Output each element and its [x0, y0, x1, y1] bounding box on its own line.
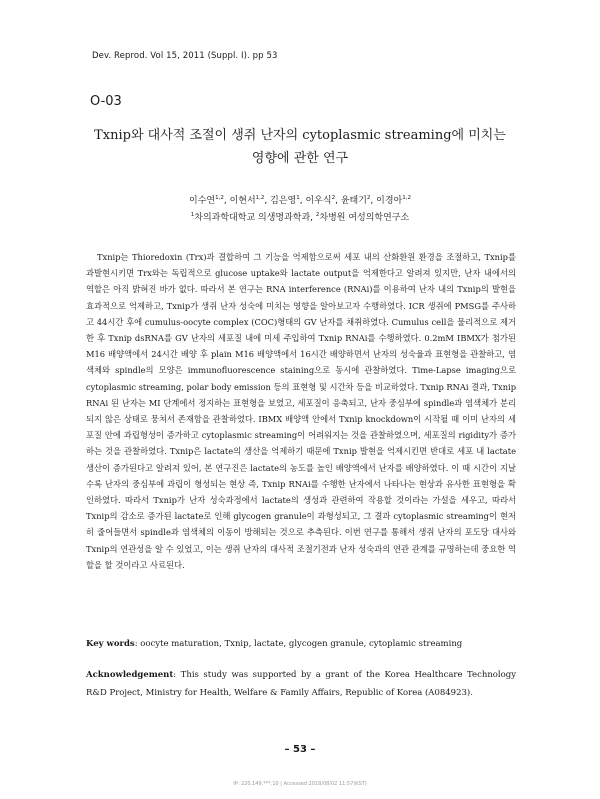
paper-title: [80, 124, 520, 170]
author-affiliation-marker: 1,2: [255, 195, 265, 201]
author-block: [80, 191, 520, 225]
title-line-1: Txnip와 대사적 조절이 생쥐 난자의 cytoplasmic streaming에 미치는: [94, 128, 506, 143]
author-list: 이수연$^{1,2}$, 이현서$^{1,2}$, 김은영$^1$, 이우식$^2$, 윤태기$^2$, 이경아$^{1,2}$: [189, 195, 411, 206]
download-footer: IP: 220.149.***.10 | Accessed 2018/08/02 11:57(KST): [233, 781, 367, 787]
affiliation-number: 1: [190, 212, 195, 218]
affiliation-number: 2: [315, 212, 320, 218]
author-name: 윤태기: [340, 196, 367, 206]
acknowledgement-text: : This study was supported by a grant of the Korea Healthcare Technology R&D Project, Ministry for Health, Welfare & Family Affairs, Republic of Korea (A084923).: [86, 670, 516, 698]
abstract-paragraph: Txnip는 Thioredoxin (Trx)과 결합하여 그 기능을 억제함으로써 세포 내의 산화환원 환경을 조절하고, Txnip를 과발현시키면 Trx와는 독립적으로 glucose uptake와 lactate output을 억제한다고 알려져 있지만, 난자 내에서의 역할은 아직 밝혀진 바가 없다. 따라서 본 연구는 RNA interference (RNAi)를 이용하여 난자 내의 Txnip의 발현을 효과적으로 억제하고, Txnip가 생쥐 난자 성숙에 미치는 영향을 알아보고자 수행하였다. ICR 생쥐에 PMSG를 주사하고 44시간 후에 cumulus-oocyte complex (COC)형태의 GV 난자를 채취하였다. Cumulus cell을 물리적으로 제거한 후 Txnip dsRNA를 GV 난자의 세포질 내에 미세 주입하여 Txnip RNAi를 수행하였다. 0.2mM IBMX가 첨가된 M16 배양액에서 24시간 배양 후 plain M16 배양액에서 16시간 배양하면서 난자의 성숙율과 표현형을 관찰하고, 염색체와 spindle의 모양은 immunofluorescence staining으로 동시에 관찰하였다. Time-Lapse imaging으로 cytoplasmic streaming, polar body emission 등의 표현형 및 시간차 등을 비교하였다. Txnip RNAi 결과, Txnip RNAi 된 난자는 MI 단계에서 정지하는 표현형을 보였고, 세포질이 응축되고, 난자 중심부에 spindle과 염색체가 분리되지 않은 상태로 뭉쳐서 존재함을 관찰하였다. IBMX 배양액 안에서 Txnip knockdown이 시작될 때 이미 난자의 세포질 안에 과립형성이 증가하고 cytoplasmic streaming이 어려워지는 것을 관찰하였으며, 세포질의 rigidity가 증가하는 것을 관찰하였다. Txnip은 lactate의 생산을 억제하기 때문에 Txnip 발현을 억제시킨면 반대로 세포 내 lactate 생산이 증가된다고 알려져 있어, 본 연구진은 lactate의 농도를 높인 배양액에서 난자를 배양하였다. 이 때 시간이 지날수록 난자의 중심부에 과립이 형성되는 현상 즉, Txnip RNAi를 수행한 난자에서 나타나는 현상과 유사한 표현형을 확인하였다. 따라서 Txnip가 난자 성숙과정에서 lactate의 생성과 관련하여 작용할 것이라는 가설을 세우고, 따라서 Txnip의 감소로 증가된 lactate로 인해 glycogen granule이 과형성되고, 그 결과 cytoplasmic streaming이 현저히 줄어들면서 spindle과 염색체의 이동이 방해되는 것으로 추측된다. 이번 연구를 통해서 생쥐 난자의 포도당 대사와 Txnip의 연관성을 알 수 있었고, 이는 생쥐 난자의 대사적 조절기전과 난자 성숙과의 연관 관계를 규명하는데 중요한 역할을 할 것이라고 사료된다.: [86, 252, 517, 570]
author-name: 이경아: [376, 196, 403, 206]
author-affiliation-marker: 2: [331, 195, 336, 201]
author-name: 이우식: [305, 196, 332, 206]
author-name: 김은영: [270, 196, 297, 206]
acknowledgement-label: Acknowledgement: [86, 670, 174, 680]
title-line-2: 영향에 관한 연구: [251, 151, 349, 166]
keywords-line: [86, 636, 516, 652]
author-name: 이수연: [189, 196, 216, 206]
author-affiliation-marker: 2: [366, 195, 371, 201]
affiliation-text: 차병원 여성의학연구소: [319, 213, 410, 223]
author-affiliation-marker: 1,2: [402, 195, 411, 201]
author-name: 이현서: [229, 196, 256, 206]
author-affiliation-marker: 1,2: [215, 195, 224, 201]
author-affiliation-marker: 1: [296, 195, 300, 201]
affiliation-list: [80, 208, 520, 225]
page-number: – 53 –: [284, 744, 316, 755]
acknowledgement: [86, 666, 516, 702]
abstract-body: [86, 249, 516, 573]
affiliation-text: 차의과학대학교 의생명과학과,: [194, 213, 316, 223]
keywords-label: Key words: [86, 639, 135, 649]
journal-header: Dev. Reprod. Vol 15, 2011 (Suppl. I). pp 53: [92, 51, 278, 61]
keywords-text: : oocyte maturation, Txnip, lactate, glycogen granule, cytoplamic streaming: [134, 639, 463, 649]
session-code: O-03: [90, 94, 122, 109]
